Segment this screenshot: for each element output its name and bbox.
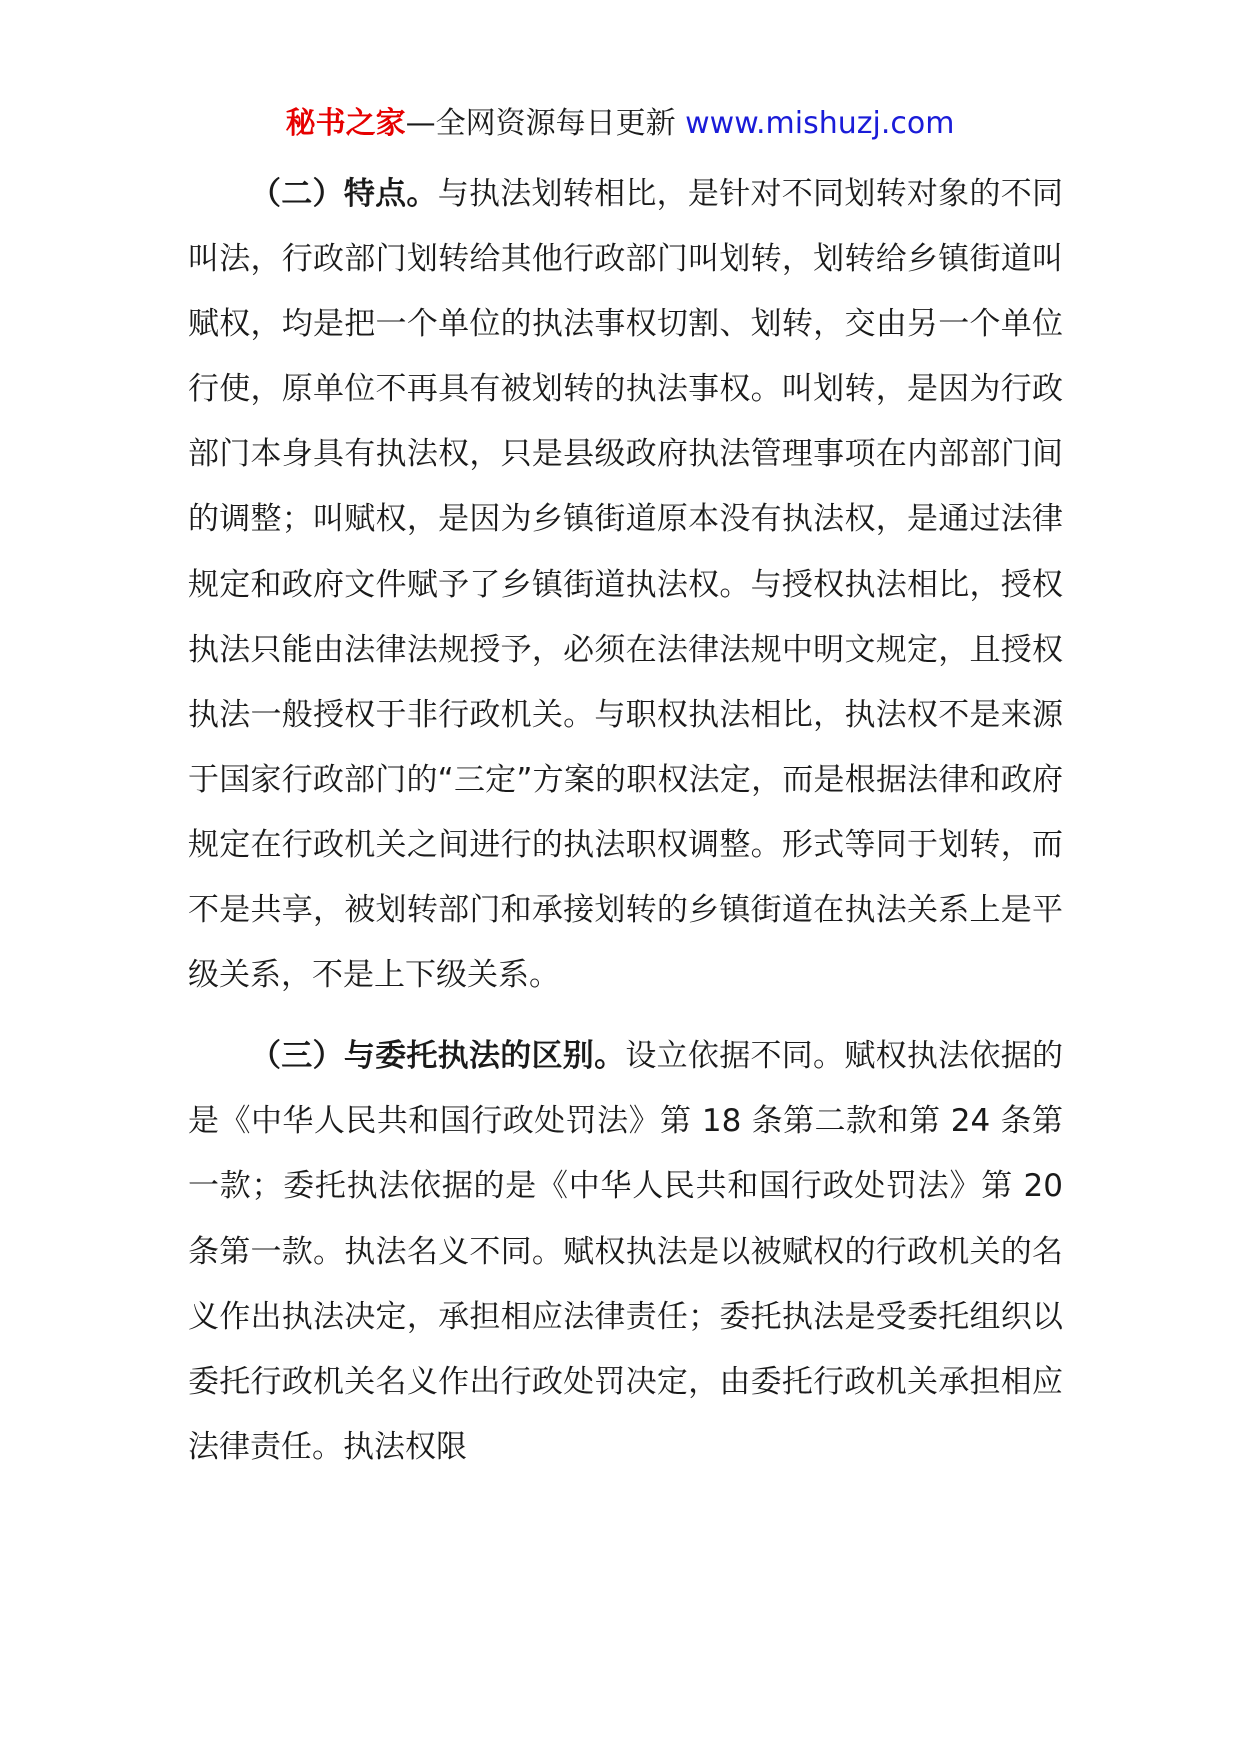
paragraph-text: 与执法划转相比，是针对不同划转对象的不同叫法，行政部门划转给其他行政部门叫划转，划转给乡镇街道叫赋权，均是把一个单位的执法事权切割、划转，交由另一个单位行使，原单位不再具有被划转的执法事权。叫划转，是因为行政部门本身具有执法权，只是县级政府执法管理事项在内部部门间的调整；叫赋权，是因为乡镇街道原本没有执法权，是通过法律规定和政府文件赋予了乡镇街道执法权。与授权执法相比，授权执法只能由法律法规授予，必须在法律法规中明文规定，且授权执法一般授权于非行政机关。与职权执法相比，执法权不是来源于国家行政部门的“三定”方案的职权法定，而是根据法律和政府规定在行政机关之间进行的执法职权调整。形式等同于划转，而不是共享，被划转部门和承接划转的乡镇街道在执法关系上是平级关系，不是上下级关系。 <box>188 176 1064 994</box>
site-url[interactable]: www.mishuzj.com <box>685 106 955 141</box>
brand-name: 秘书之家 <box>285 106 406 141</box>
paragraph-characteristics <box>188 162 1063 1008</box>
document-body <box>188 162 1063 1480</box>
paragraph-text: 设立依据不同。赋权执法依据的是《中华人民共和国行政处罚法》第 18 条第二款和第 24 条第一款；委托执法依据的是《中华人民共和国行政处罚法》第 20 条第一款。执法名义不同。赋权执法是以被赋权的行政机关的名义作出执法决定，承担相应法律责任；委托执法是受委托组织以委托行政机关名义作出行政处罚决定，由委托行政机关承担相应法律责任。执法权限 <box>188 1038 1063 1465</box>
header-slogan: —全网资源每日更新 <box>405 106 686 141</box>
section-heading: （三）与委托执法的区别。 <box>250 1038 626 1075</box>
page-header <box>0 104 1240 144</box>
paragraph-difference <box>188 1024 1063 1480</box>
section-heading: （二）特点。 <box>250 176 438 212</box>
